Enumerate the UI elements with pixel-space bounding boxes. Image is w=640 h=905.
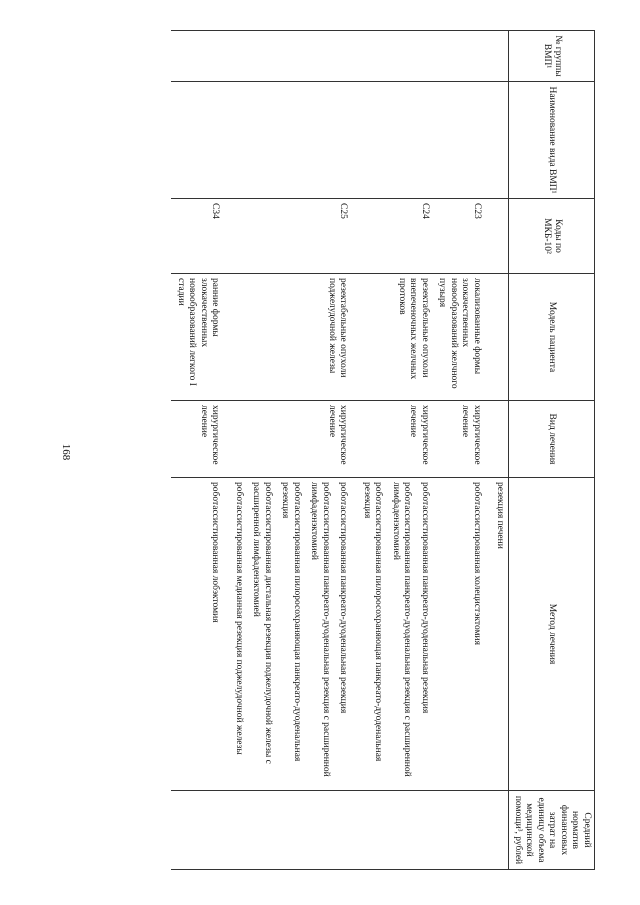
table-body — [172, 31, 510, 870]
method-item: роботассистированная панкреато-дуоденальная резекция с расширенной лимфаденэктомией — [391, 482, 413, 777]
table-header-row — [509, 31, 595, 870]
table-row — [485, 31, 509, 870]
method-item: роботассистированная панкреато-дуоденальная резекция с расширенной лимфаденэктомией — [309, 482, 331, 777]
cell-name — [352, 82, 434, 199]
table-row — [172, 31, 224, 870]
header-type: Вид лечения — [509, 401, 595, 478]
cell-model: ранние формы злокачественных новообразований легкого I стадии — [172, 274, 224, 401]
cell-group — [172, 31, 224, 82]
cell-group — [433, 31, 485, 82]
method-item: роботассистированная пилоросохраняющая панкреато-дуоденальная резекция — [280, 482, 302, 762]
cell-group — [224, 31, 352, 82]
cell-group — [352, 31, 434, 82]
cell-code — [485, 199, 509, 274]
cell-code: C23 — [433, 199, 485, 274]
cell-method — [485, 478, 509, 791]
cell-type: хирургическое лечение — [172, 401, 224, 478]
cell-type: хирургическое лечение — [352, 401, 434, 478]
cell-code: C34 — [172, 199, 224, 274]
cell-group — [485, 31, 509, 82]
cell-cost — [485, 791, 509, 870]
header-cost: Средний норматив финансовых затрат на единицу объема медицинской помощи³, рублей — [509, 791, 595, 870]
header-method: Метод лечения — [509, 478, 595, 791]
table-row — [224, 31, 352, 870]
method-item: роботассистированная панкреато-дуоденальная резекция — [420, 482, 430, 714]
cell-name — [485, 82, 509, 199]
method-item: роботассистированная медианная резекция поджелудочной железы — [234, 482, 244, 755]
header-codes: Коды по МКБ-10² — [509, 199, 595, 274]
cell-model: резектабельные опухоли внепеченочных желчных протоков — [352, 274, 434, 401]
header-model: Модель пациента — [509, 274, 595, 401]
cell-method — [224, 478, 352, 791]
cell-cost — [352, 791, 434, 870]
table-row — [352, 31, 434, 870]
cell-name — [224, 82, 352, 199]
cell-model: резектабельные опухоли поджелудочной железы — [224, 274, 352, 401]
table-row — [433, 31, 485, 870]
cell-type: хирургическое лечение — [433, 401, 485, 478]
cell-name — [433, 82, 485, 199]
cell-method — [433, 478, 485, 791]
method-item: резекция печени — [495, 482, 506, 549]
cell-model — [485, 274, 509, 401]
cell-code: C25 — [224, 199, 352, 274]
header-name: Наименование вида ВМП¹ — [509, 82, 595, 199]
method-item: роботассистированная дистальная резекция поджелудочной железы с расширенной лимфаденэктомией — [251, 482, 273, 764]
cell-model: локализованные формы злокачественных новообразований желчного пузыря — [433, 274, 485, 401]
method-item: роботассистированная панкреато-дуоденальная резекция — [338, 482, 349, 714]
cell-cost — [224, 791, 352, 870]
cell-method — [352, 478, 434, 791]
method-item: роботассистированная пилоросохраняющая панкреато-дуоденальная резекция — [362, 482, 384, 762]
cell-method — [172, 478, 224, 791]
page-number: 168 — [60, 443, 72, 461]
cell-type: хирургическое лечение — [224, 401, 352, 478]
cell-cost — [433, 791, 485, 870]
cell-type — [485, 401, 509, 478]
cell-name — [172, 82, 224, 199]
method-item: роботассистированная холецистэктомия — [472, 482, 482, 645]
method-item: роботассистированная лобэктомия — [210, 482, 221, 623]
cell-code: C24 — [352, 199, 434, 274]
cell-cost — [172, 791, 224, 870]
header-group: № группы ВМП¹ — [509, 31, 595, 82]
rotated-table-frame — [85, 30, 595, 865]
treatment-table — [172, 30, 596, 870]
